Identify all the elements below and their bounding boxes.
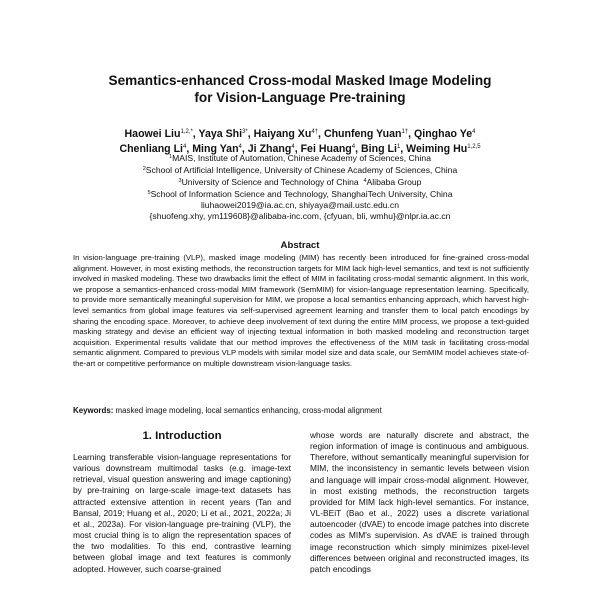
- author-affiliation-marks: 1,2,*: [180, 129, 193, 135]
- intro-right-column: [310, 430, 529, 575]
- author-affiliation-marks: 4: [183, 144, 187, 150]
- title-line-2: for Vision-Language Pre-training: [194, 90, 406, 105]
- author-affiliation-marks: 4: [238, 144, 242, 150]
- keywords-label: Keywords:: [73, 406, 114, 415]
- author-affiliation-marks: 1†: [401, 129, 409, 135]
- author-name: Fei Huang: [300, 143, 352, 155]
- author-name: Bing Li: [361, 143, 397, 155]
- author-name: Chunfeng Yuan: [323, 128, 402, 140]
- section-heading-introduction: 1. Introduction: [142, 430, 222, 442]
- author-name: Ji Zhang: [247, 143, 292, 155]
- author-name: Haiyang Xu: [253, 128, 312, 140]
- keywords-text: masked image modeling, local semantics enhancing, cross-modal alignment: [115, 406, 382, 415]
- author-name: Chenliang Li: [119, 143, 183, 155]
- intro-paragraph-right: whose words are naturally discrete and abstract, the region information of image is continuous and ambiguous. Therefore, without semantically meaningful supervision for MIM, the inconsistency in semantic levels between vision and language will impair cross-modal alignment. However, in most existing methods, the reconstruction targets provided for MIM lack high-level semantics. For instance, VL-BEiT (Bao et al., 2022) uses a discrete variational autoencoder (dVAE) to encode image patches into discrete codes as MIM's supervision. As dVAE is trained through image reconstruction which simply minimizes pixel-level differences between original and reconstructed images, its patch encodings: [310, 430, 529, 574]
- author-affiliation-marks: 4: [472, 129, 476, 135]
- author-affiliation-marks: 4: [291, 144, 295, 150]
- author-affiliation-marks: 3*: [242, 129, 248, 135]
- email-line-1: liuhaowei2019@ia.ac.cn, shiyaya@mail.ustc.edu.cn: [200, 200, 400, 211]
- abstract-body: In vision-language pre-training (VLP), masked image modeling (MIM) has recently been introduced for fine-grained cross-modal alignment. However, in most existing methods, the reconstruction targets for MIM lack high-level semantics, and text is not sufficiently involved in masked modeling. These two drawbacks limit the effect of MIM in facilitating cross-modal semantic alignment. In this work, we propose a semantics-enhanced cross-modal MIM framework (SemMIM) for vision-language representation learning. Specifically, to provide more semantically meaningful supervision for MIM, we propose a local semantics enhancing approach, which harvest high-level semantics from global image features via self-supervised agreement learning and transfer them to local patch encodings by sharing the encoding space. Moreover, to achieve deep involvement of text during the entire MIM process, we propose a text-guided masking strategy and devise an efficient way of injecting textual information in both masked modeling and reconstruction target acquisition. Experimental results validate that our method improves the effectiveness of the MIM task in facilitating cross-modal semantic alignment. Compared to previous VLP models with similar model size and data scale, our SemMIM model achieves state-of-the-art or competitive performance on multiple downstream vision-language tasks.: [73, 253, 529, 368]
- author-line-2: Chenliang Li$^4$, Ming Yan$^4$, Ji Zhang$^4$, Fei Huang$^4$, Bing Li$^1$, Weiming Hu$^{1,2,5}$: [119, 143, 481, 155]
- title-line-1: Semantics-enhanced Cross-modal Masked Image Modeling: [108, 73, 492, 88]
- keywords: [73, 406, 529, 416]
- author-name: Weiming Hu: [406, 143, 468, 155]
- email-line-2: {shuofeng.xhy, ym119608}@alibaba-inc.com, {cfyuan, bli, wmhu}@nlpr.ia.ac.cn: [149, 211, 451, 222]
- intro-paragraph-left: Learning transferable vision-language representations for various downstream multimodal tasks (e.g. image-text retrieval, visual question answering and image captioning) by pre-training on large-scale image-text datasets has attracted extensive attention in recent years (Tan and Bansal, 2019; Huang et al., 2020; Li et al., 2021, 2022a; Ji et al., 2023a). For vision-language pre-training (VLP), the most crucial thing is to align the representation spaces of the two modalities. To this end, contrastive learning between global image and text features is commonly adopted. However, such coarse-grained: [73, 452, 291, 574]
- author-name: Haowei Liu: [124, 128, 181, 140]
- affiliation-3-4: $^3$University of Science and Technology of China $^4$Alibaba Group: [178, 177, 422, 188]
- author-name: Ming Yan: [192, 143, 239, 155]
- author-name: Qinghao Ye: [414, 128, 473, 140]
- affiliation-2: $^2$School of Artificial Intelligence, University of Chinese Academy of Sciences, China: [142, 165, 458, 176]
- affiliation-1: $^1$MAIS, Institute of Automation, Chinese Academy of Sciences, China: [169, 153, 431, 163]
- author-affiliation-marks: 4: [351, 144, 356, 150]
- author-name: Yaya Shi: [198, 128, 243, 140]
- paper-title: [40, 72, 560, 106]
- author-line-1: Haowei Liu$^{1,2,*}$, Yaya Shi$^{3*}$, Haiyang $Xu^{4\dagger}$, Chunfeng Yuan$^{1\dagger}$, Qinghao Ye$^4$: [124, 128, 476, 140]
- author-affiliation-marks: 1: [396, 144, 401, 150]
- author-affiliation-marks: 1,2,5: [467, 144, 481, 150]
- abstract-heading: Abstract: [280, 240, 320, 251]
- affiliation-5: $^5$School of Information Science and Technology, ShanghaiTech University, China: [147, 189, 453, 200]
- affiliations: [40, 152, 560, 223]
- author-affiliation-marks: 4†: [311, 129, 319, 135]
- intro-left-column: [73, 452, 291, 575]
